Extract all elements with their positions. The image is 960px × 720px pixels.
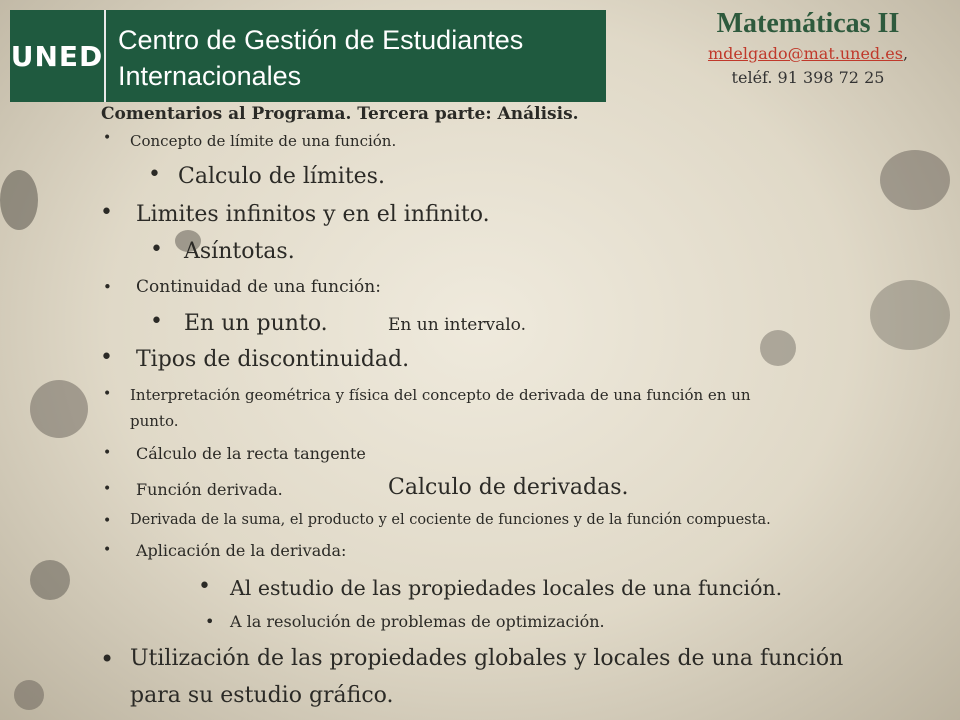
list-item: A la resolución de problemas de optimización.	[230, 612, 605, 631]
list-item: Aplicación de la derivada:	[136, 541, 347, 560]
bullet: •	[150, 309, 163, 334]
bullet: •	[103, 130, 112, 146]
list-item: En un punto.	[184, 311, 328, 336]
email-suffix: ,	[902, 44, 909, 63]
list-item: Continuidad de una función:	[136, 277, 381, 297]
list-item: Utilización de las propiedades globales y locales de una función	[130, 646, 844, 671]
ink-splatter	[30, 380, 88, 438]
ink-splatter	[870, 280, 950, 350]
list-item: Derivada de la suma, el producto y el cociente de funciones y de la función compuesta.	[130, 512, 771, 528]
bullet: •	[103, 542, 112, 558]
bullet: •	[205, 612, 215, 631]
center-name	[106, 10, 606, 102]
list-item: Cálculo de la recta tangente	[136, 444, 366, 463]
list-item: para su estudio gráfico.	[130, 683, 394, 708]
ink-splatter	[14, 680, 44, 710]
list-item: En un intervalo.	[388, 315, 526, 335]
list-item: punto.	[130, 412, 179, 430]
bullet: •	[103, 386, 112, 402]
list-item: Calculo de límites.	[178, 164, 385, 189]
bullet: •	[103, 513, 112, 529]
center-name-line1: Centro de Gestión de Estudiantes	[118, 25, 524, 55]
section-title: Comentarios al Programa. Tercera parte: Análisis.	[101, 104, 579, 124]
bullet: •	[100, 200, 113, 225]
email-link[interactable]: mdelgado@mat.uned.es	[707, 44, 903, 63]
header-banner	[10, 10, 606, 102]
ink-splatter	[0, 170, 38, 230]
ink-splatter	[30, 560, 70, 600]
bullet: •	[103, 445, 112, 461]
list-item: Interpretación geométrica y física del concepto de derivada de una función en un	[130, 386, 751, 404]
list-item: Función derivada.	[136, 480, 283, 499]
bullet: •	[103, 278, 112, 296]
list-item: Asíntotas.	[184, 239, 295, 264]
list-item: Calculo de derivadas.	[388, 475, 629, 500]
ink-splatter	[760, 330, 796, 366]
uned-logo: UNED	[10, 10, 106, 102]
phone: teléf. 91 398 72 25	[731, 68, 885, 87]
contact-line	[678, 42, 938, 66]
ink-splatter	[880, 150, 950, 210]
list-item: Limites infinitos y en el infinito.	[136, 202, 490, 227]
bullet: •	[100, 345, 113, 370]
list-item: Tipos de discontinuidad.	[136, 347, 410, 372]
bullet: •	[198, 574, 211, 599]
bullet: •	[148, 162, 161, 187]
subject-title: Matemáticas II	[716, 8, 900, 39]
bullet: •	[100, 645, 115, 673]
list-item: Al estudio de las propiedades locales de una función.	[230, 576, 783, 600]
center-name-line2: Internacionales	[118, 61, 302, 91]
bullet: •	[103, 481, 112, 497]
list-item: Concepto de límite de una función.	[130, 132, 397, 150]
bullet: •	[150, 237, 163, 262]
subject-block	[678, 6, 938, 90]
